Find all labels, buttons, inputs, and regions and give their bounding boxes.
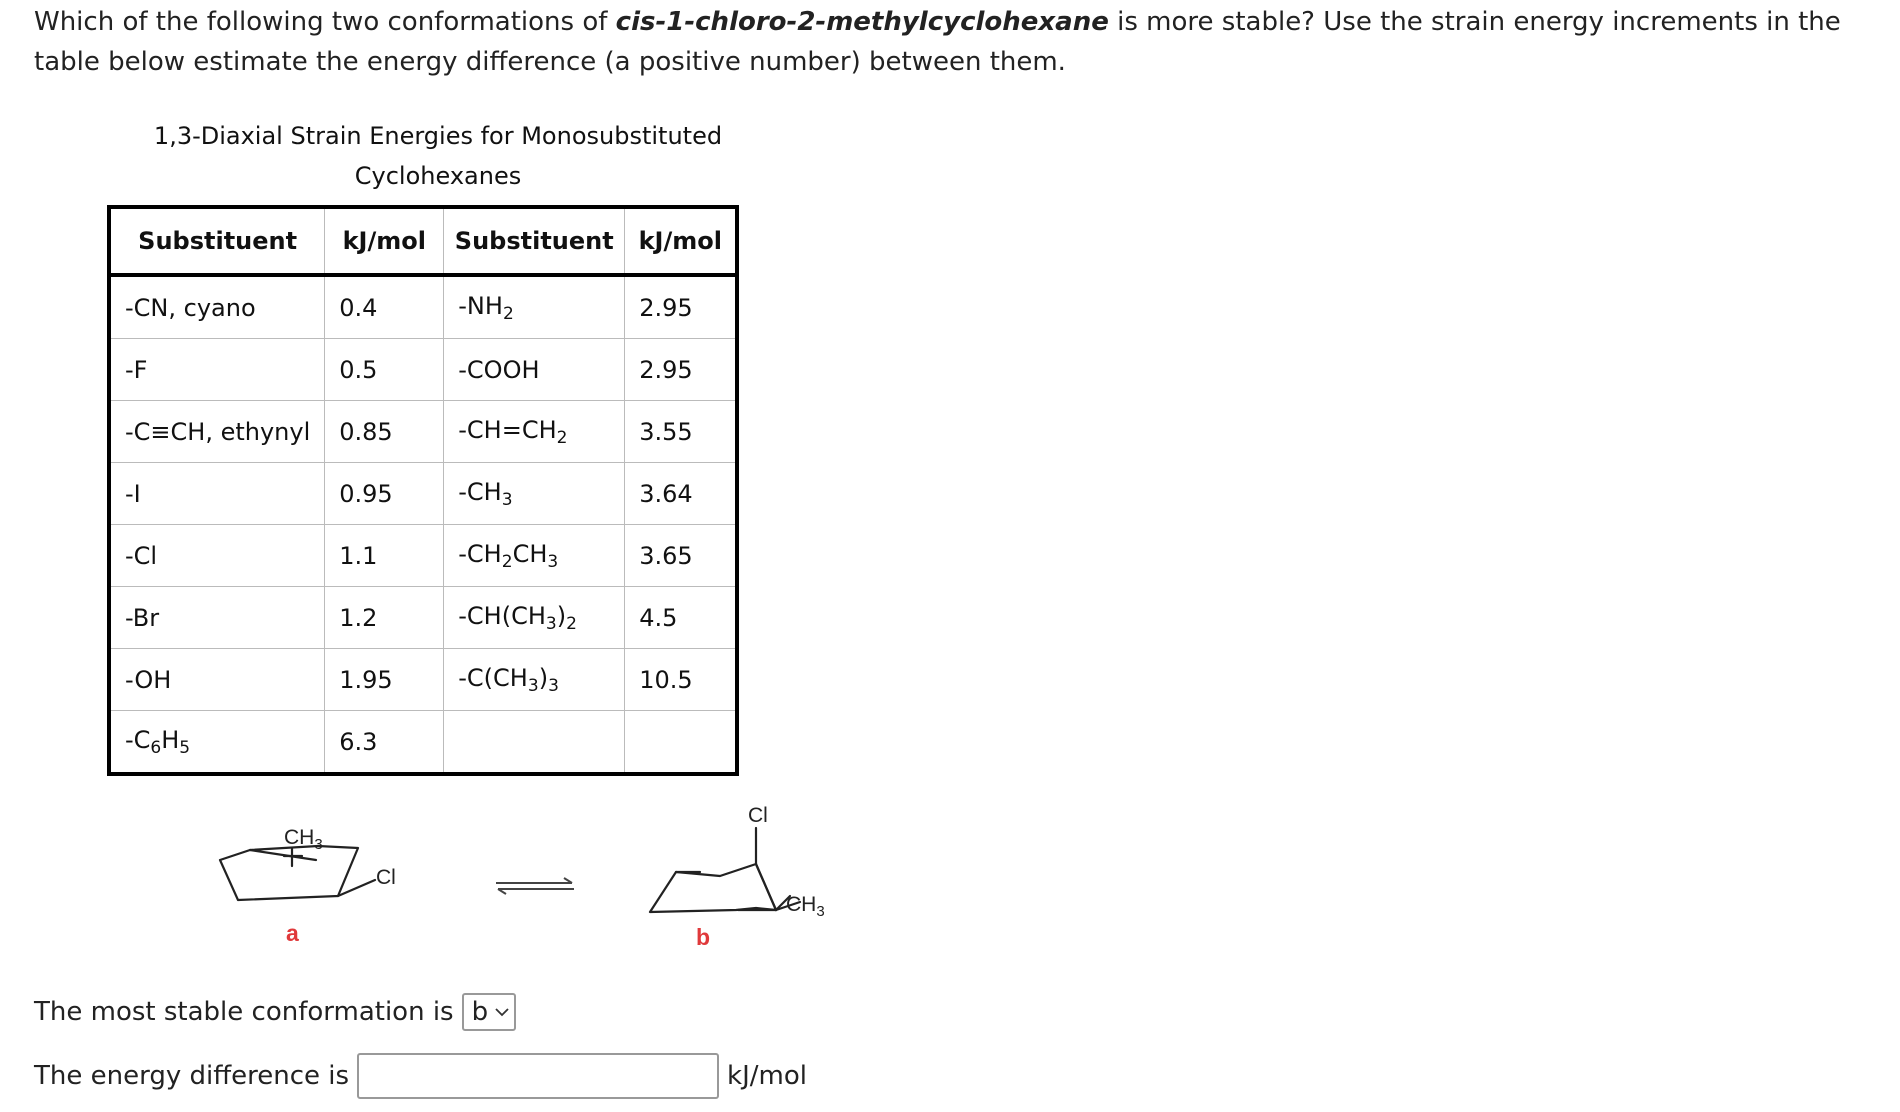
energy-cell: 3.65 [625,525,738,587]
strain-energy-table [107,205,739,776]
energy-cell: 1.2 [325,587,444,649]
structure-b-cl-text: Cl [748,804,768,827]
structure-a [210,818,430,948]
header-substituent-1: Substituent [109,207,325,275]
header-kjmol-1: kJ/mol [325,207,444,275]
substituent-cell: $-C(CH_3)_3$ [444,649,625,711]
substituent-cell: -I [109,463,325,525]
compound-name: cis-1-chloro-2-methylcyclohexane [615,7,1109,37]
structure-b [640,800,880,950]
energy-cell: 10.5 [625,649,738,711]
energy-cell: 0.95 [325,463,444,525]
structure-a-ch3-text: $CH_3$ [284,826,323,853]
table-row [109,401,737,463]
substituent-cell: $-CH(CH_3)_2$ [444,587,625,649]
energy-cell: 0.5 [325,339,444,401]
energy-difference-row [34,1053,807,1099]
substituent-cell: -F [109,339,325,401]
table-row [109,525,737,587]
chevron-down-icon [494,1004,510,1020]
stable-conformation-row [34,993,516,1031]
stable-prompt: The most stable conformation is [34,997,454,1027]
substituent-cell: $-NH_2$ [444,275,625,339]
energy-cell: 0.85 [325,401,444,463]
table-row [109,711,737,775]
substituent-cell: -OH [109,649,325,711]
stable-conformation-select[interactable] [462,993,516,1031]
energy-cell: 4.5 [625,587,738,649]
table-caption-line2: Cyclohexanes [354,162,522,190]
table-row [109,339,737,401]
substituent-cell: -Br [109,587,325,649]
select-value: b [471,997,489,1027]
substituent-cell: $-C_6H_5$ [109,711,325,775]
structure-b-label: b [696,924,711,950]
substituent-cell: -Cl [109,525,325,587]
substituent-cell [444,711,625,775]
energy-difference-input[interactable] [357,1053,719,1099]
question-text [34,2,1874,82]
energy-cell: 3.55 [625,401,738,463]
energy-cell: 2.95 [625,275,738,339]
table-row [109,463,737,525]
energy-prompt: The energy difference is [34,1061,350,1091]
structure-b-ch3-text: $CH_3$ [786,893,825,920]
substituent-cell: $-CH_2CH_3$ [444,525,625,587]
substituent-cell: $-CH_3$ [444,463,625,525]
structure-a-label: a [286,920,299,946]
energy-unit: kJ/mol [727,1061,807,1091]
energy-cell: 3.64 [625,463,738,525]
question-suffix: is more stable? Use the strain energy increments in the table below estimate the energy difference (a positive number) between them. [34,7,1841,77]
energy-cell: 1.95 [325,649,444,711]
question-prefix: Which of the following two conformations of [34,7,616,37]
energy-cell: 2.95 [625,339,738,401]
substituent-cell: -COOH [444,339,625,401]
energy-cell: 1.1 [325,525,444,587]
energy-cell [625,711,738,775]
table-row [109,275,737,339]
substituent-cell: $-CH=CH_2$ [444,401,625,463]
header-kjmol-2: kJ/mol [625,207,738,275]
table-header-row [109,207,737,275]
structure-a-cl-text: Cl [376,866,396,889]
header-substituent-2: Substituent [444,207,625,275]
substituent-cell: -CN, cyano [109,275,325,339]
table-row [109,649,737,711]
energy-cell: 0.4 [325,275,444,339]
substituent-cell: -C≡CH, ethynyl [109,401,325,463]
energy-cell: 6.3 [325,711,444,775]
table-caption-line1: 1,3-Diaxial Strain Energies for Monosubstituted [153,122,723,150]
table-row [109,587,737,649]
equilibrium-arrow-icon [494,877,576,895]
